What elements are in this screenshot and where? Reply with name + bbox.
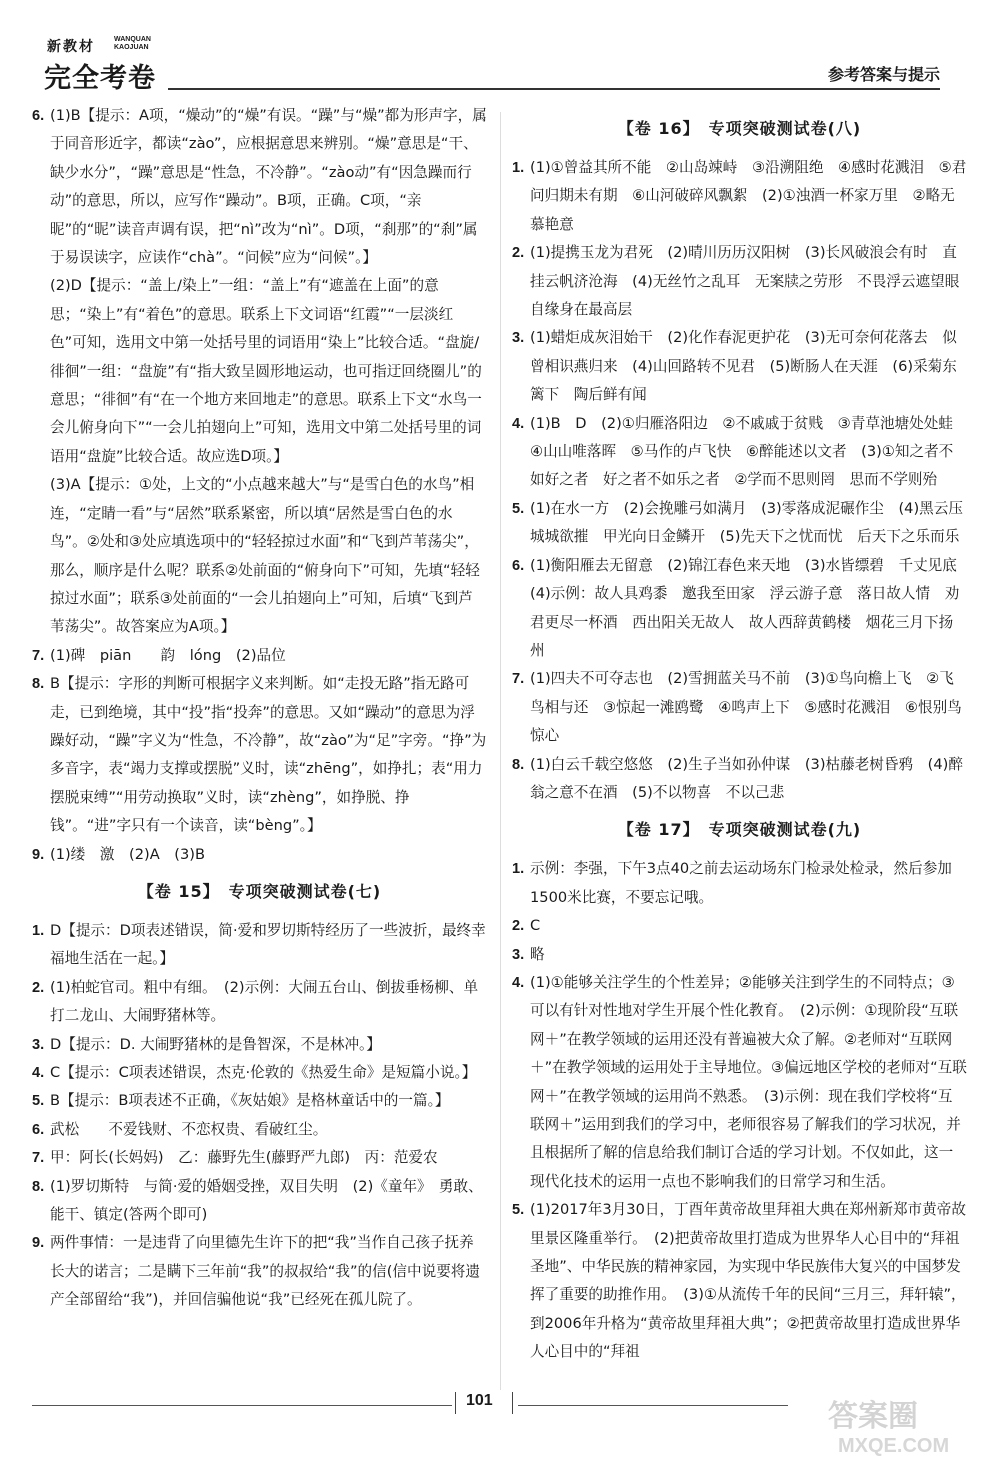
answer-text: (1)衡阳雁去无留意 (2)锦江春色来天地 (3)水皆缥碧 千丈见底 (4)示例：故人具鸡黍 邀我至田家 浮云游子意 落日故人情 劝君更尽一杯酒 西出阳关无故人 故人西辞黄鹤楼 烟花三月下扬州 (530, 556, 972, 659)
answer-text: (1)缕 激 (2)A (3)B (50, 845, 205, 863)
answer-item (512, 751, 967, 808)
watermark-url: MXQE.COM (838, 1435, 950, 1457)
answer-number: 8. (32, 1178, 45, 1195)
answer-number: 1. (512, 861, 525, 878)
page-number: 101 (466, 1392, 493, 1409)
answer-number: 7. (32, 647, 45, 664)
answer-item (512, 154, 967, 239)
answer-number: 8. (512, 756, 525, 773)
answer-number: 6. (32, 1121, 45, 1138)
answer-text: (1)碑 piān 韵 lóng (2)品位 (50, 646, 286, 664)
answer-text: D【提示：D项表述错误，简·爱和罗切斯特经历了一些波折，最终幸福地生活在一起。】 (50, 921, 486, 968)
section-title-15: 【卷 15】 专项突破测试卷(七) (137, 881, 382, 901)
answer-item (512, 855, 967, 912)
answer-item (32, 1173, 487, 1230)
answer-text: (1)柏蛇官司。粗中有细。 (2)示例：大闹五台山、倒拔垂杨柳、单打二龙山、大闹野猪林等。 (50, 978, 479, 1025)
answer-number: 4. (32, 1065, 45, 1081)
answer-text: 示例：李强，下午3点40之前去运动场东门检录处检录，然后参加1500米比赛，不要忘记哦。 (530, 860, 952, 906)
footer-rule-right (518, 1405, 788, 1406)
answer-item (32, 1116, 487, 1144)
brand-title: 完全考卷 (44, 63, 156, 94)
answer-text: (1)四夫不可夺志也 (2)雪拥蓝关马不前 (3)①鸟向檐上飞 ②飞鸟相与还 ③惊起一滩鸥鹭 ④鸣声上下 ⑤感时花溅泪 ⑥恨别鸟惊心 (530, 670, 962, 745)
answer-text: (2)D【提示：“盖上/染上”一组：“盖上”有“遮盖在上面”的意思；“染上”有“着色”的意思。联系上下文词语“红霞”“一层淡红色”可知，选用文中第一处括号里的词语用“染上”比较合适。“盘旋/徘徊”一组：“盘旋”有“指大致呈圆形地运动，也可指迂回绕圈儿”的意思；“徘徊”有“在一个地方来回地走”的意思。联系上下文“水鸟一会儿俯身向下”“一会儿拍翅向上”可知，选用文中第二处括号里的词语用“盘旋”比较合适。故应选D项。】 (50, 277, 482, 465)
answer-number: 2. (32, 979, 45, 996)
answer-text: 略 (530, 945, 545, 963)
answer-text: C (530, 917, 541, 935)
answer-text: D【提示：D. 大闹野猪林的是鲁智深，不是林冲。】 (50, 1035, 381, 1053)
watermark-text: 答案圈 (828, 1399, 918, 1434)
brand-pinyin-line-1: WANQUAN (114, 36, 151, 43)
answer-item (512, 552, 972, 666)
answer-number: 5. (32, 1093, 45, 1110)
answer-item (512, 239, 974, 324)
header-rule (168, 88, 940, 90)
answer-number: 9. (32, 846, 45, 863)
answer-number: 3. (32, 1036, 45, 1053)
answer-item (32, 1059, 487, 1087)
answer-item (512, 410, 967, 495)
answer-item (32, 642, 487, 670)
answer-number: 2. (512, 918, 525, 935)
answer-item (32, 1229, 487, 1314)
answer-text: 甲：阿长(长妈妈) 乙：藤野先生(藤野严九郎) 丙：范爱农 (50, 1149, 438, 1167)
answer-item (512, 969, 967, 1196)
answer-item (32, 1144, 487, 1172)
answer-item (512, 495, 967, 552)
section-title-17: 【卷 17】 专项突破测试卷(九) (617, 820, 862, 840)
footer-tick-left (455, 1392, 456, 1414)
section-heading: 参考答案与提示 (827, 65, 940, 84)
footer-rule-left (32, 1405, 452, 1406)
left-column (32, 102, 487, 1315)
answer-item (512, 941, 967, 969)
answer-number: 6. (512, 557, 525, 574)
watermark-logo (808, 1388, 988, 1458)
brand-pinyin-line-2: KAOJUAN (114, 44, 149, 51)
answer-item (32, 917, 487, 974)
answer-item (32, 974, 487, 1031)
answer-text: B【提示：字形的判断可根据字义来判断。如“走投无路”指无路可走，已到绝境，其中“投”指“投奔”的意思。又如“躁动”的意思为浮躁好动，“躁”字义为“性急，不冷静”，故“zào”为“足”字旁。“挣”为多音字，表“竭力支撑或摆脱”义时，读“zhēng”，如挣扎；表“用力摆脱束缚”“用劳动换取”义时，读“zhèng”，如挣脱、挣钱”。“进”字只有一个读音，读“bèng”。】 (50, 675, 487, 835)
page-footer (0, 1380, 1000, 1460)
answer-number: 3. (512, 330, 525, 347)
answer-text: C【提示：C项表述错误，杰克·伦敦的《热爱生命》是短篇小说。】 (50, 1064, 477, 1081)
answer-item (32, 1031, 487, 1059)
answer-item (512, 324, 967, 409)
answer-number: 2. (512, 245, 525, 262)
answer-text: 两件事情：一是违背了向里德先生许下的把“我”当作自己孩子抚养长大的诺言；二是瞒下三年前“我”的叔叔给“我”的信(信中说要将遗产全部留给“我”)，并回信骗他说“我”已经死在孤儿院了。 (50, 1234, 480, 1309)
section-title-16: 【卷 16】 专项突破测试卷(八) (617, 119, 862, 138)
answer-text: (1)B D (2)①归雁洛阳边 ②不戚戚于贫贱 ③青草池塘处处蛙 ④山山唯落晖 ⑤马作的卢飞快 ⑥醉能述以文者 (3)①知之者不如好之者 好之者不如乐之者 ②学而不思则罔 思而不学则殆 (530, 414, 968, 489)
right-column (512, 102, 974, 1367)
answer-text: (1)白云千载空悠悠 (2)生子当如孙仲谋 (3)枯藤老树昏鸦 (4)醉翁之意不在酒 (5)不以物喜 不以己悲 (530, 755, 963, 801)
brand-pinyin (114, 36, 151, 52)
answer-item (32, 841, 487, 869)
answer-text: (1)蜡炬成灰泪始干 (2)化作春泥更护花 (3)无可奈何花落去 似曾相识燕归来 (4)山回路转不见君 (5)断肠人在天涯 (6)采菊东篱下 陶后鲜有闻 (530, 329, 957, 404)
answer-number: 3. (512, 946, 525, 963)
answer-text: (1)罗切斯特 与简·爱的婚姻受挫，双目失明 (2)《童年》 勇敢、能干、镇定(答两个即可) (50, 1177, 483, 1224)
answer-item (32, 670, 487, 840)
column-divider (500, 112, 501, 1390)
answer-number: 4. (512, 415, 525, 432)
answer-text: (1)①曾益其所不能 ②山岛竦峙 ③沿溯阻绝 ④感时花溅泪 ⑤君问归期未有期 ⑥山河破碎风飘絮 (2)①浊酒一杯家万里 ②略无慕艳意 (530, 159, 967, 233)
answer-number: 1. (32, 922, 45, 939)
answer-number: 5. (512, 1202, 525, 1219)
answer-text: (1)B【提示：A项，“燥动”的“燥”有误。“躁”与“燥”都为形声字，属于同音形近字，都读“zào”，应根据意思来辨别。“燥”意思是“干、缺少水分”，“躁”意思是“性急，不冷静”。“zào动”有“因急躁而行动”的意思，所以，应写作“躁动”。B项，正确。C项，“亲昵”的“昵”读音声调有误，把“nì”改为“nì”。D项，“刹那”的“刹”属于易误读字，应读作“chà”。“问候”应为“问候”。】 (50, 107, 487, 267)
answer-item (32, 1087, 487, 1115)
answer-number: 7. (512, 671, 525, 688)
brand-subtitle: 新教材 (47, 39, 95, 55)
answer-text: 武松 不爱钱财、不恋权贵、看破红尘。 (50, 1120, 328, 1138)
footer-tick-right (512, 1392, 513, 1414)
answer-item (32, 102, 487, 642)
answer-item (512, 912, 967, 940)
answer-text: (1)2017年3月30日，丁酉年黄帝故里拜祖大典在郑州新郑市黄帝故里景区隆重举行。 (2)把黄帝故里打造成为世界华人心目中的“拜祖圣地”、中华民族的精神家园，为实现中华民族伟大复兴的中国梦发挥了重要的助推作用。 (3)①从流传千年的民间“三月三，拜轩辕”，到2006年升格为“黄帝故里拜祖大典”；②把黄帝故里打造成世界华人心目中的“拜祖 (530, 1201, 966, 1361)
answer-number: 4. (512, 974, 525, 991)
answer-number: 5. (512, 500, 525, 517)
answer-number: 9. (32, 1235, 45, 1252)
answer-text: B【提示：B项表述不正确，《灰姑娘》是格林童话中的一篇。】 (50, 1092, 450, 1110)
answer-number: 8. (32, 676, 45, 693)
answer-item (512, 1196, 967, 1366)
answer-item (512, 665, 967, 750)
answer-number: 1. (512, 160, 525, 176)
answer-text: (1)提携玉龙为君死 (2)晴川历历汉阳树 (3)长风破浪会有时 直挂云帆济沧海 (4)无丝竹之乱耳 无案牍之劳形 不畏浮云遮望眼 自缘身在最高层 (530, 244, 974, 319)
answer-text: (1)在水一方 (2)会挽雕弓如满月 (3)零落成泥碾作尘 (4)黑云压城城欲摧 甲光向日金鳞开 (5)先天下之忧而忧 后天下之乐而乐 (530, 499, 963, 546)
answer-text: (3)A【提示：①处，上文的“小点越来越大”与“是雪白色的水鸟”相连，“定睛一看”与“居然”联系紧密，所以填“居然是雪白色的水鸟”。②处和③处应填选项中的“轻轻掠过水面”和“飞到芦苇荡尖”，那么，顺序是什么呢？联系②处前面的“俯身向下”可知，先填“轻轻掠过水面”；联系③处前面的“一会儿拍翅向上”可知，后填“飞到芦苇荡尖”。故答案应为A项。】 (50, 476, 480, 636)
answer-number: 6. (32, 108, 45, 124)
page-header (0, 0, 1000, 100)
answer-text: (1)①能够关注学生的个性差异；②能够关注到学生的不同特点；③可以有针对性地对学生开展个性化教育。 (2)示例：①现阶段“互联网＋”在教学领域的运用还没有普遍被大众了解。②老师对“互联网＋”在教学领域的运用处于主导地位。③偏远地区学校的老师对“互联网＋”在教学领域的运用尚不熟悉。 (3)示例：现在我们学校将“互联网＋”运用到我们的学习中，老师很容易了解我们的学习状况，并且根据所了解的信息给我们制订合适的学习计划。不仅如此，这一现代化技术的运用一点也不影响我们的日常学习和生活。 (530, 973, 967, 1190)
answer-number: 7. (32, 1150, 45, 1167)
